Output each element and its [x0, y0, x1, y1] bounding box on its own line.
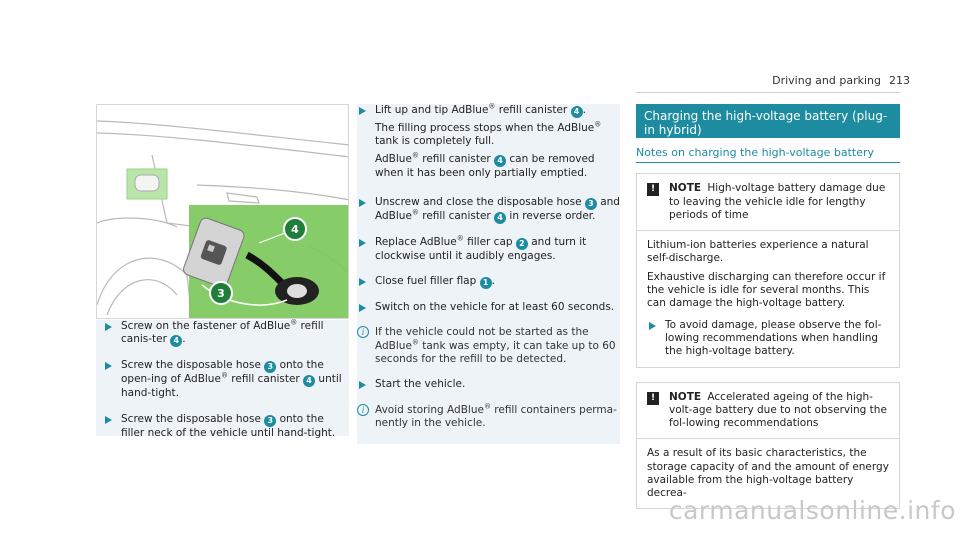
step-arrow-icon	[105, 323, 112, 331]
step-replace-cap	[357, 236, 620, 263]
callout-badge: 3	[264, 361, 276, 373]
step-text: To avoid damage, please observe the fol-lowing recommendations when handling the high-voltage battery.	[665, 318, 882, 358]
callout-badge: 4	[494, 212, 506, 224]
step-arrow-icon	[359, 304, 366, 312]
step-text: refill canister	[495, 104, 571, 116]
step-text: onto the filler neck of the vehicle until hand-tight.	[121, 412, 336, 439]
step-text: and turn it clockwise until it audibly engages.	[375, 235, 587, 262]
note-paragraph: As a result of its basic characteristics, the storage capacity of and the amount of energy available from the high-voltage battery decrea-	[647, 447, 889, 500]
callout-4-label: 4	[291, 223, 299, 236]
section-title: Charging the high-voltage battery (plug-in hybrid)	[636, 104, 900, 138]
note-header	[637, 383, 899, 440]
step-text: onto the open-ing of AdBlue	[121, 359, 324, 386]
step-text: refill canis-ter	[121, 320, 324, 346]
adblue-refill-figure	[96, 104, 349, 319]
info-icon: i	[357, 326, 369, 338]
info-text: refill containers perma-nently in the vehicle.	[375, 403, 617, 429]
step-text: and AdBlue	[375, 195, 620, 222]
note-idle-damage	[636, 173, 900, 367]
page-number: 213	[889, 74, 910, 87]
step-text: refill canister	[227, 373, 304, 386]
callout-3-label: 3	[217, 287, 225, 300]
steps-column-2	[357, 104, 620, 444]
registered-mark: ®	[411, 338, 419, 347]
note-label: NOTE	[669, 182, 702, 195]
info-storage	[357, 404, 620, 431]
info-text: tank was empty, it can take up to 60 seconds for the refill to be detected.	[375, 339, 616, 366]
note-heading: Accelerated ageing of the high-volt-age battery due to not observing the fol-lowing recommendations	[669, 390, 887, 430]
step-text: can be removed when it has been only partially emptied.	[375, 152, 595, 179]
step-text: filler cap	[463, 235, 516, 248]
registered-mark: ®	[456, 234, 464, 243]
step-text: until hand-tight.	[121, 373, 342, 400]
registered-mark: ®	[483, 402, 491, 411]
callout-badge: 3	[264, 415, 276, 427]
note-label: NOTE	[669, 390, 702, 403]
note-body	[637, 231, 899, 366]
step-start-vehicle	[357, 378, 620, 391]
charging-section	[636, 104, 900, 509]
step-text: Replace AdBlue	[375, 235, 457, 248]
callout-badge: 4	[303, 375, 315, 387]
note-paragraph: Exhaustive discharging can therefore occur if the vehicle is idle for several months. This can damage the high-voltage battery.	[647, 270, 886, 310]
step-text: Close fuel filler flap	[375, 275, 480, 288]
step-text: refill canister	[418, 209, 495, 222]
step-text: .	[182, 333, 186, 346]
callout-badge: 4	[494, 155, 506, 167]
step-arrow-icon	[105, 416, 112, 424]
note-paragraph: Lithium-ion batteries experience a natural self-discharge.	[647, 239, 869, 265]
step-text: Unscrew and close the disposable hose	[375, 195, 585, 208]
step-switch-on	[357, 301, 620, 314]
step-close-flap	[357, 275, 620, 289]
step-arrow-icon	[105, 362, 112, 370]
header-rule	[636, 92, 900, 93]
step-screw-hose-filler-neck	[103, 413, 349, 440]
callout-badge: 4	[170, 335, 182, 347]
warning-icon: !	[647, 183, 659, 196]
info-refill-detection	[357, 326, 620, 366]
steps-column-1	[96, 318, 349, 439]
step-text: Screw the disposable hose	[121, 359, 265, 372]
step-screw-hose-opening	[103, 359, 349, 400]
step-arrow-icon	[359, 107, 366, 115]
step-text: Screw the disposable hose	[121, 412, 265, 425]
step-text: Start the vehicle.	[375, 378, 466, 391]
step-text: .	[491, 275, 495, 288]
registered-mark: ®	[411, 208, 419, 217]
info-text: If the vehicle could not be started as the AdBlue	[375, 326, 589, 352]
note-step	[647, 319, 889, 359]
info-text: Avoid storing AdBlue	[375, 403, 484, 416]
step-arrow-icon	[359, 278, 366, 286]
step-unscrew-hose	[357, 196, 620, 224]
step-screw-fastener	[103, 320, 349, 347]
running-header	[772, 74, 910, 87]
callout-badge: 1	[480, 277, 492, 289]
warning-icon: !	[647, 392, 659, 405]
registered-mark: ®	[220, 371, 228, 380]
step-text: tank is completely full.	[375, 135, 495, 148]
step-text: The filling process stops when the AdBlue	[375, 122, 595, 134]
subsection-title: Notes on charging the high-voltage battery	[636, 140, 900, 163]
step-text: .	[582, 104, 586, 116]
callout-badge: 4	[571, 106, 583, 118]
info-icon: i	[357, 404, 369, 416]
step-text: in reverse order.	[506, 209, 596, 222]
registered-mark: ®	[411, 151, 419, 160]
callout-badge: 2	[516, 238, 528, 250]
step-arrow-icon	[359, 199, 366, 207]
step-arrow-icon	[649, 322, 656, 330]
note-accelerated-ageing	[636, 382, 900, 509]
step-text: Screw on the fastener of AdBlue	[121, 320, 291, 332]
step-text: refill canister	[418, 152, 495, 165]
step-text: Lift up and tip AdBlue	[375, 104, 489, 116]
note-header	[637, 174, 899, 231]
registered-mark: ®	[594, 120, 602, 129]
step-arrow-icon	[359, 381, 366, 389]
registered-mark: ®	[488, 102, 496, 111]
car-fuel-flap-illustration	[97, 105, 349, 319]
note-heading: High-voltage battery damage due to leaving the vehicle idle for lengthy periods of time	[669, 182, 886, 221]
step-text: Switch on the vehicle for at least 60 seconds.	[375, 301, 615, 314]
section-name: Driving and parking	[772, 74, 881, 87]
watermark: carmanualsonline.info	[668, 496, 956, 525]
step-lift-tip	[357, 104, 620, 184]
callout-badge: 3	[585, 198, 597, 210]
step-arrow-icon	[359, 239, 366, 247]
step-text: AdBlue	[375, 152, 412, 165]
registered-mark: ®	[290, 318, 298, 327]
